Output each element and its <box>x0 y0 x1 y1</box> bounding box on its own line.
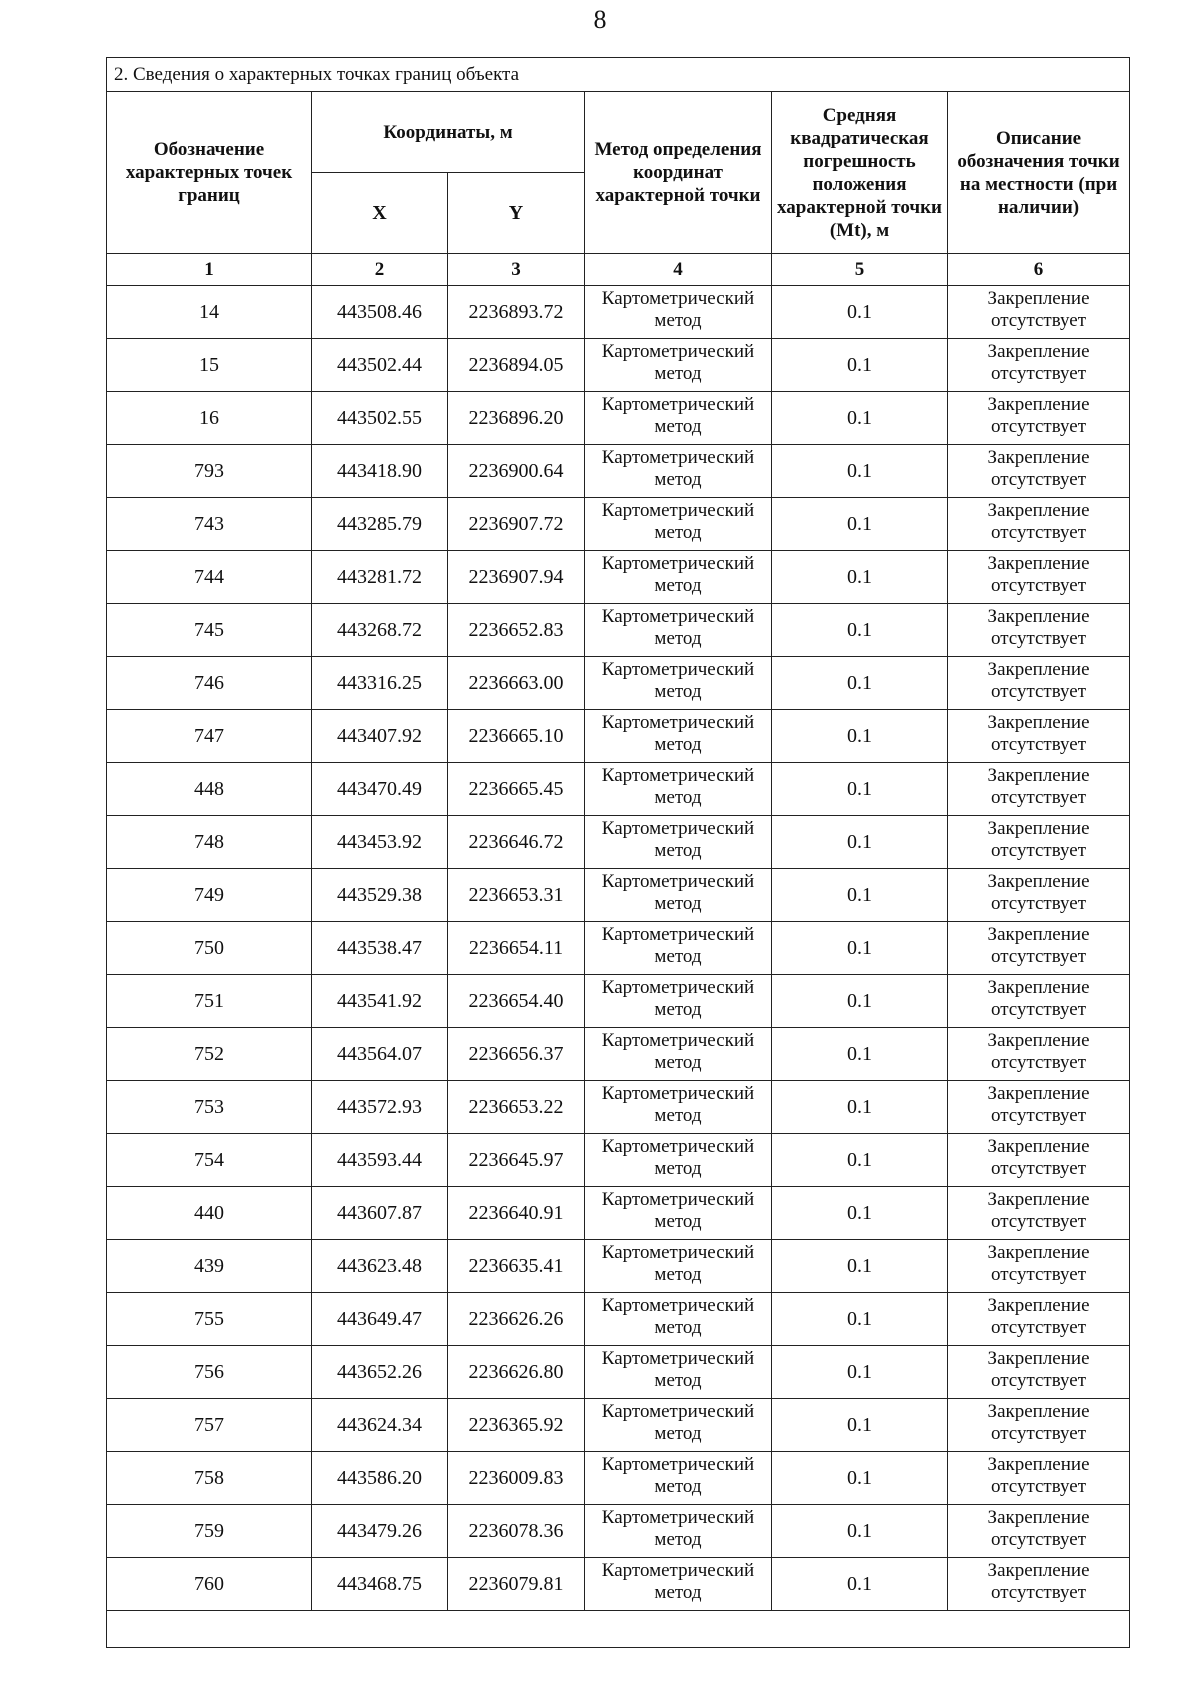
header-y: Y <box>448 173 585 254</box>
cell-mt: 0.1 <box>772 1081 948 1134</box>
cell-y: 2236907.94 <box>448 551 585 604</box>
cell-method: Картометрический метод <box>585 1240 772 1293</box>
column-number: 2 <box>312 254 448 286</box>
cell-description: Закрепление отсутствует <box>948 922 1130 975</box>
cell-x: 443624.34 <box>312 1399 448 1452</box>
page-number: 8 <box>593 5 607 34</box>
cell-point: 748 <box>107 816 312 869</box>
column-number: 6 <box>948 254 1130 286</box>
table-row <box>107 1240 1130 1293</box>
cell-mt: 0.1 <box>772 1028 948 1081</box>
cell-mt: 0.1 <box>772 1187 948 1240</box>
table-row <box>107 657 1130 710</box>
cell-description: Закрепление отсутствует <box>948 710 1130 763</box>
cell-x: 443572.93 <box>312 1081 448 1134</box>
cell-mt: 0.1 <box>772 975 948 1028</box>
cell-point: 755 <box>107 1293 312 1346</box>
header-coordinates: Координаты, м <box>312 92 585 173</box>
cell-description: Закрепление отсутствует <box>948 1240 1130 1293</box>
table-row <box>107 445 1130 498</box>
column-number: 4 <box>585 254 772 286</box>
cell-method: Картометрический метод <box>585 1293 772 1346</box>
cell-method: Картометрический метод <box>585 286 772 339</box>
cell-description: Закрепление отсутствует <box>948 1452 1130 1505</box>
cell-method: Картометрический метод <box>585 710 772 763</box>
empty-row <box>107 1611 1130 1648</box>
table-row <box>107 922 1130 975</box>
cell-method: Картометрический метод <box>585 1452 772 1505</box>
table-row <box>107 498 1130 551</box>
cell-y: 2236635.41 <box>448 1240 585 1293</box>
cell-y: 2236645.97 <box>448 1134 585 1187</box>
cell-description: Закрепление отсутствует <box>948 1346 1130 1399</box>
cell-y: 2236626.80 <box>448 1346 585 1399</box>
cell-description: Закрепление отсутствует <box>948 551 1130 604</box>
cell-point: 760 <box>107 1558 312 1611</box>
table-row <box>107 1028 1130 1081</box>
cell-method: Картометрический метод <box>585 657 772 710</box>
column-number: 5 <box>772 254 948 286</box>
table-row <box>107 604 1130 657</box>
cell-y: 2236665.45 <box>448 763 585 816</box>
cell-method: Картометрический метод <box>585 339 772 392</box>
cell-y: 2236653.31 <box>448 869 585 922</box>
cell-mt: 0.1 <box>772 1240 948 1293</box>
cell-description: Закрепление отсутствует <box>948 286 1130 339</box>
cell-x: 443502.55 <box>312 392 448 445</box>
cell-method: Картометрический метод <box>585 1081 772 1134</box>
cell-y: 2236894.05 <box>448 339 585 392</box>
table-row <box>107 1346 1130 1399</box>
cell-method: Картометрический метод <box>585 1558 772 1611</box>
cell-method: Картометрический метод <box>585 1399 772 1452</box>
cell-point: 749 <box>107 869 312 922</box>
boundary-points-table <box>106 57 1130 1648</box>
cell-x: 443538.47 <box>312 922 448 975</box>
cell-y: 2236079.81 <box>448 1558 585 1611</box>
cell-description: Закрепление отсутствует <box>948 763 1130 816</box>
header-error: Средняя квадратическая погрешность положения характерной точки (Mt), м <box>772 92 948 254</box>
cell-y: 2236646.72 <box>448 816 585 869</box>
cell-point: 752 <box>107 1028 312 1081</box>
table-row <box>107 1081 1130 1134</box>
cell-point: 439 <box>107 1240 312 1293</box>
cell-description: Закрепление отсутствует <box>948 975 1130 1028</box>
table-row <box>107 1399 1130 1452</box>
cell-point: 757 <box>107 1399 312 1452</box>
header-x: X <box>312 173 448 254</box>
cell-point: 745 <box>107 604 312 657</box>
cell-method: Картометрический метод <box>585 763 772 816</box>
cell-method: Картометрический метод <box>585 816 772 869</box>
cell-y: 2236653.22 <box>448 1081 585 1134</box>
cell-y: 2236365.92 <box>448 1399 585 1452</box>
cell-description: Закрепление отсутствует <box>948 1293 1130 1346</box>
cell-x: 443652.26 <box>312 1346 448 1399</box>
cell-method: Картометрический метод <box>585 445 772 498</box>
cell-description: Закрепление отсутствует <box>948 498 1130 551</box>
cell-method: Картометрический метод <box>585 551 772 604</box>
cell-method: Картометрический метод <box>585 498 772 551</box>
cell-y: 2236626.26 <box>448 1293 585 1346</box>
cell-point: 750 <box>107 922 312 975</box>
cell-point: 743 <box>107 498 312 551</box>
cell-mt: 0.1 <box>772 392 948 445</box>
cell-method: Картометрический метод <box>585 604 772 657</box>
cell-y: 2236907.72 <box>448 498 585 551</box>
cell-mt: 0.1 <box>772 1399 948 1452</box>
cell-method: Картометрический метод <box>585 869 772 922</box>
table-row <box>107 1293 1130 1346</box>
cell-point: 440 <box>107 1187 312 1240</box>
table-row <box>107 551 1130 604</box>
cell-mt: 0.1 <box>772 710 948 763</box>
cell-method: Картометрический метод <box>585 1134 772 1187</box>
table-body <box>107 286 1130 1611</box>
cell-description: Закрепление отсутствует <box>948 1028 1130 1081</box>
column-number: 1 <box>107 254 312 286</box>
cell-mt: 0.1 <box>772 922 948 975</box>
table-row <box>107 1505 1130 1558</box>
cell-x: 443502.44 <box>312 339 448 392</box>
cell-mt: 0.1 <box>772 1346 948 1399</box>
cell-y: 2236665.10 <box>448 710 585 763</box>
cell-method: Картометрический метод <box>585 392 772 445</box>
cell-description: Закрепление отсутствует <box>948 657 1130 710</box>
cell-description: Закрепление отсутствует <box>948 1134 1130 1187</box>
cell-x: 443281.72 <box>312 551 448 604</box>
cell-point: 758 <box>107 1452 312 1505</box>
cell-mt: 0.1 <box>772 657 948 710</box>
table-row <box>107 1452 1130 1505</box>
table-row <box>107 816 1130 869</box>
cell-x: 443607.87 <box>312 1187 448 1240</box>
cell-x: 443586.20 <box>312 1452 448 1505</box>
cell-point: 14 <box>107 286 312 339</box>
cell-method: Картометрический метод <box>585 1028 772 1081</box>
cell-point: 756 <box>107 1346 312 1399</box>
table-row <box>107 1134 1130 1187</box>
cell-point: 793 <box>107 445 312 498</box>
cell-x: 443541.92 <box>312 975 448 1028</box>
cell-x: 443623.48 <box>312 1240 448 1293</box>
cell-point: 747 <box>107 710 312 763</box>
cell-x: 443529.38 <box>312 869 448 922</box>
table-row <box>107 975 1130 1028</box>
cell-description: Закрепление отсутствует <box>948 339 1130 392</box>
cell-y: 2236654.40 <box>448 975 585 1028</box>
cell-x: 443268.72 <box>312 604 448 657</box>
cell-mt: 0.1 <box>772 1505 948 1558</box>
cell-x: 443285.79 <box>312 498 448 551</box>
table-row <box>107 1558 1130 1611</box>
cell-y: 2236078.36 <box>448 1505 585 1558</box>
cell-point: 15 <box>107 339 312 392</box>
table-row <box>107 392 1130 445</box>
cell-point: 753 <box>107 1081 312 1134</box>
cell-method: Картометрический метод <box>585 922 772 975</box>
table-row <box>107 763 1130 816</box>
cell-method: Картометрический метод <box>585 1187 772 1240</box>
cell-description: Закрепление отсутствует <box>948 816 1130 869</box>
cell-description: Закрепление отсутствует <box>948 604 1130 657</box>
cell-x: 443649.47 <box>312 1293 448 1346</box>
cell-y: 2236896.20 <box>448 392 585 445</box>
cell-mt: 0.1 <box>772 816 948 869</box>
cell-description: Закрепление отсутствует <box>948 1187 1130 1240</box>
table-row <box>107 869 1130 922</box>
column-number: 3 <box>448 254 585 286</box>
cell-point: 16 <box>107 392 312 445</box>
cell-method: Картометрический метод <box>585 1505 772 1558</box>
section-title: 2. Сведения о характерных точках границ объекта <box>107 58 1130 92</box>
cell-description: Закрепление отсутствует <box>948 869 1130 922</box>
cell-mt: 0.1 <box>772 339 948 392</box>
cell-point: 746 <box>107 657 312 710</box>
table-row <box>107 710 1130 763</box>
cell-x: 443407.92 <box>312 710 448 763</box>
cell-x: 443508.46 <box>312 286 448 339</box>
cell-description: Закрепление отсутствует <box>948 1505 1130 1558</box>
cell-mt: 0.1 <box>772 1293 948 1346</box>
cell-mt: 0.1 <box>772 763 948 816</box>
header-row <box>107 92 1130 173</box>
column-numbers-row <box>107 254 1130 286</box>
cell-mt: 0.1 <box>772 604 948 657</box>
header-designation: Обозначение характерных точек границ <box>107 92 312 254</box>
cell-y: 2236652.83 <box>448 604 585 657</box>
cell-mt: 0.1 <box>772 1134 948 1187</box>
cell-y: 2236640.91 <box>448 1187 585 1240</box>
cell-x: 443316.25 <box>312 657 448 710</box>
cell-point: 744 <box>107 551 312 604</box>
cell-point: 759 <box>107 1505 312 1558</box>
cell-y: 2236663.00 <box>448 657 585 710</box>
cell-y: 2236893.72 <box>448 286 585 339</box>
cell-y: 2236654.11 <box>448 922 585 975</box>
cell-point: 754 <box>107 1134 312 1187</box>
cell-description: Закрепление отсутствует <box>948 1558 1130 1611</box>
cell-description: Закрепление отсутствует <box>948 392 1130 445</box>
cell-method: Картометрический метод <box>585 975 772 1028</box>
cell-x: 443453.92 <box>312 816 448 869</box>
table-row <box>107 286 1130 339</box>
empty-cell <box>107 1611 1130 1648</box>
table-row <box>107 1187 1130 1240</box>
cell-mt: 0.1 <box>772 551 948 604</box>
cell-y: 2236009.83 <box>448 1452 585 1505</box>
section-title-row <box>107 58 1130 92</box>
cell-mt: 0.1 <box>772 286 948 339</box>
cell-mt: 0.1 <box>772 1452 948 1505</box>
cell-y: 2236656.37 <box>448 1028 585 1081</box>
cell-description: Закрепление отсутствует <box>948 1399 1130 1452</box>
cell-point: 751 <box>107 975 312 1028</box>
cell-description: Закрепление отсутствует <box>948 1081 1130 1134</box>
cell-mt: 0.1 <box>772 869 948 922</box>
header-description: Описание обозначения точки на местности (при наличии) <box>948 92 1130 254</box>
cell-y: 2236900.64 <box>448 445 585 498</box>
cell-x: 443593.44 <box>312 1134 448 1187</box>
cell-x: 443470.49 <box>312 763 448 816</box>
cell-description: Закрепление отсутствует <box>948 445 1130 498</box>
table-row <box>107 339 1130 392</box>
cell-mt: 0.1 <box>772 445 948 498</box>
cell-method: Картометрический метод <box>585 1346 772 1399</box>
cell-x: 443418.90 <box>312 445 448 498</box>
header-method: Метод определения координат характерной точки <box>585 92 772 254</box>
cell-mt: 0.1 <box>772 1558 948 1611</box>
cell-x: 443564.07 <box>312 1028 448 1081</box>
cell-x: 443468.75 <box>312 1558 448 1611</box>
cell-x: 443479.26 <box>312 1505 448 1558</box>
cell-mt: 0.1 <box>772 498 948 551</box>
cell-point: 448 <box>107 763 312 816</box>
